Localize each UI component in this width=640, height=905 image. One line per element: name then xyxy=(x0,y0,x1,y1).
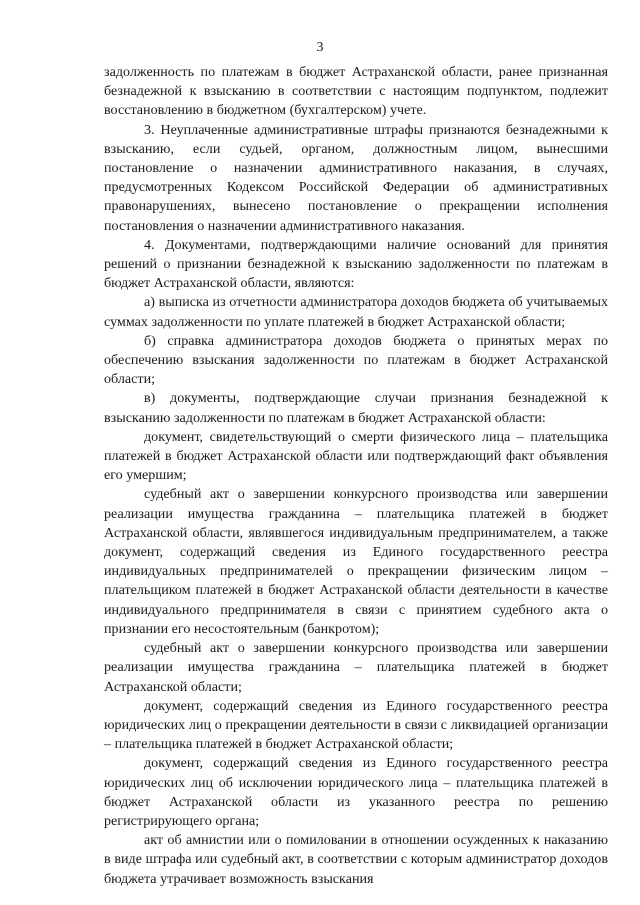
paragraph: акт об амнистии или о помиловании в отношении осужденных к наказанию в виде штрафа или судебный акт, в соответствии с которым администратор доходов бюджета утрачивает возможность взыскания xyxy=(104,832,608,887)
paragraph: документ, содержащий сведения из Единого государственного реестра юридических лиц о прекращении деятельности в связи с ликвидацией организации – плательщика платежей в бюджет Астраханской области; xyxy=(104,697,608,753)
paragraph: судебный акт о завершении конкурсного производства или завершении реализации имущества гражданина – плательщика платежей в бюджет Астраханской области; xyxy=(104,640,608,695)
paragraph: документ, содержащий сведения из Единого государственного реестра юридических лиц об исключении юридического лица – плательщика платежей в бюджет Астраханской области из указанного реестра по решению регистрирующего органа; xyxy=(104,755,608,829)
paragraph: задолженность по платежам в бюджет Астраханской области, ранее признанная безнадежной к взысканию в соответствии с настоящим подпунктом, подлежит восстановлению в бюджетном (бухгалтерском) учете. xyxy=(104,64,608,119)
paragraph: судебный акт о завершении конкурсного производства или завершении реализации имущества гражданина – плательщика платежей в бюджет Астраханской области, являвшегося индивидуальным предпринимателем, а также документ, содержащий сведения из Единого государственного реестра индивидуальных предпринимателей о прекращении физическим лицом – плательщиком платежей в бюджет Астраханской области деятельности в качестве индивидуального предпринимателя в связи с принятием судебного акта о признании его несостоятельным (банкротом); xyxy=(104,486,608,637)
paragraph: б) справка администратора доходов бюджета о принятых мерах по обеспечению взыскания задолженности по платежам в бюджет Астраханской области; xyxy=(104,332,608,388)
paragraph: 3. Неуплаченные административные штрафы признаются безнадежными к взысканию, если судьей, органом, должностным лицом, вынесшими постановление о назначении административного наказания, в случаях, предусмотренных Кодексом Российской Федерации об административных правонарушениях, вынесено постановление о прекращении исполнения постановления о назначении административного наказания. xyxy=(104,121,608,234)
paragraph: а) выписка из отчетности администратора доходов бюджета об учитываемых суммах задолженности по уплате платежей в бюджет Астраханской области; xyxy=(104,294,608,330)
page-number: 3 xyxy=(316,40,324,55)
paragraph: документ, свидетельствующий о смерти физического лица – плательщика платежей в бюджет Астраханской области или подтверждающий факт объявления его умершим; xyxy=(104,428,608,484)
paragraph: 4. Документами, подтверждающими наличие оснований для принятия решений о признании безнадежной к взысканию задолженности по платежам в бюджет Астраханской области, являются: xyxy=(104,236,608,292)
paragraph: в) документы, подтверждающие случаи признания безнадежной к взысканию задолженности по платежам в бюджет Астраханской области: xyxy=(104,390,608,426)
document-body xyxy=(104,63,608,889)
